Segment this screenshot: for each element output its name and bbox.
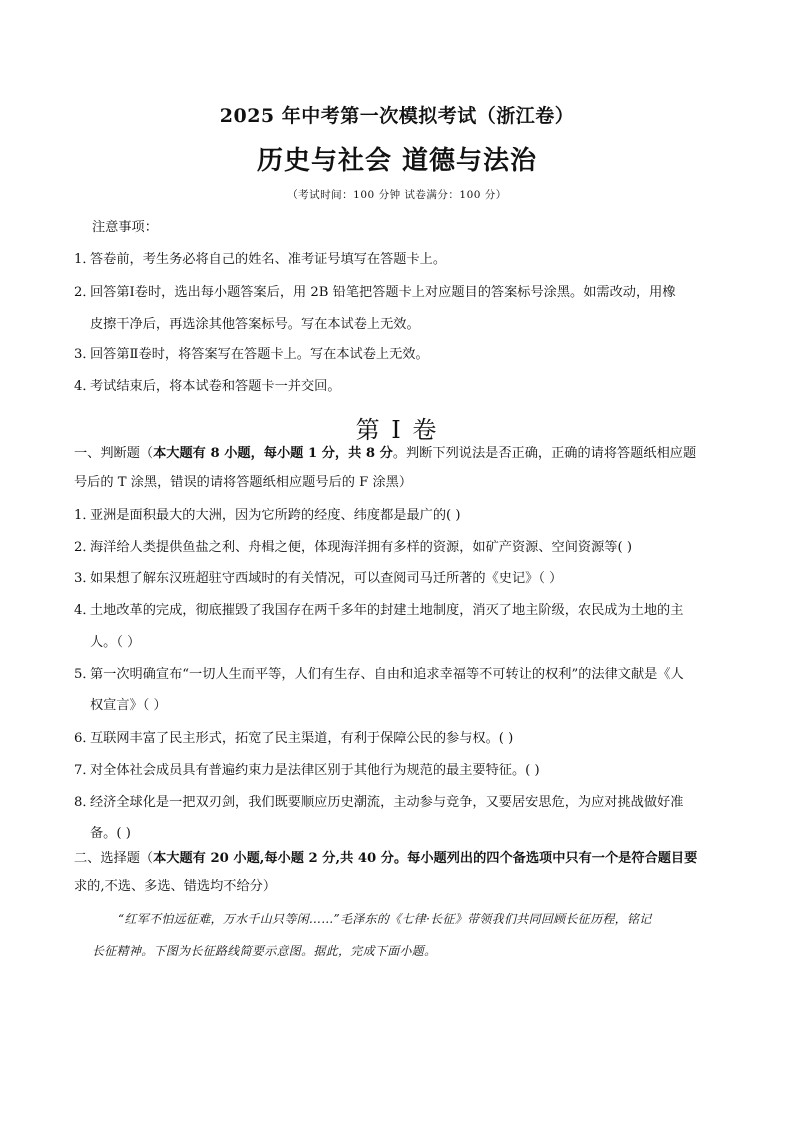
note-number: 4．	[74, 379, 96, 394]
time-info: （考试时间：100 分钟 试卷满分：100 分）	[287, 189, 507, 201]
question-6	[74, 730, 734, 748]
question-text: 互联网丰富了民主形式，拓宽了民主渠道，有利于保障公民的参与权。( )	[90, 731, 514, 746]
question-text: 经济全球化是一把双刃剑，我们既要顺应历史潮流，主动参与竞争，又要居安思危，为应对挑战做好准	[90, 795, 684, 810]
question-text: 亚洲是面积最大的大洲，因为它所跨的经度、纬度都是最广的( )	[90, 508, 461, 523]
question-4	[74, 602, 734, 620]
question-5-cont: 权宣言》（ ）	[90, 698, 167, 713]
question-4-cont: 人。（ ）	[90, 635, 141, 650]
part1-heading-a: 一、判断题（	[74, 446, 154, 461]
part1-heading-b: 本大题有 8 小题，每小题 1 分，共 8 分	[153, 446, 393, 461]
question-text: 对全体社会成员具有普遍约束力是法律区别于其他行为规范的最主要特征。( )	[90, 763, 540, 778]
question-5	[74, 666, 734, 684]
question-8	[74, 794, 734, 812]
passage-line-1: “红军不怕远征难，万水千山只等闲……”毛泽东的《七律·长征》带领我们共同回顾长征历程，铭记	[118, 912, 652, 926]
section-1-title: 第 I 卷	[355, 416, 439, 444]
passage-line-2: 长征精神。下图为长征路线简要示意图。据此，完成下面小题。	[92, 944, 437, 958]
question-text: 土地改革的完成，彻底摧毁了我国存在两千多年的封建土地制度，消灭了地主阶级，农民成为土地的主	[90, 603, 684, 618]
note-number: 1．	[74, 252, 96, 267]
question-number: 3．	[74, 571, 96, 586]
question-text: 如果想了解东汉班超驻守西域时的有关情况，可以查阅司马迁所著的《史记》（ ）	[90, 571, 563, 586]
question-1	[74, 507, 734, 525]
exam-title: 2025 年中考第一次模拟考试（浙江卷）	[219, 105, 575, 127]
part2-heading	[74, 850, 734, 868]
note-text: 考试结束后，将本试卷和答题卡一并交回。	[90, 379, 341, 394]
part1-heading-c: 。判断下列说法是否正确，正确的请将答题纸相应题	[392, 446, 697, 461]
part2-heading-a: 二、选择题（	[74, 851, 154, 866]
part2-heading-cont: 求的,不选、多选、错选均不给分）	[74, 879, 277, 894]
note-item-3	[74, 346, 734, 364]
part2-heading-b: 本大题有 20 小题,每小题 2 分,共 40 分。每小题列出的四个备选项中只有一个是符合题目要	[153, 851, 698, 866]
question-number: 4．	[74, 603, 96, 618]
part1-heading	[74, 445, 734, 463]
note-number: 3．	[74, 347, 96, 362]
question-3	[74, 570, 734, 588]
part1-heading-cont: 号后的 T 涂黑，错误的请将答题纸相应题号后的 F 涂黑）	[74, 475, 413, 490]
note-text: 回答第Ⅱ卷时，将答案写在答题卡上。写在本试卷上无效。	[90, 347, 429, 362]
note-item-4	[74, 378, 734, 396]
note-item-1	[74, 251, 734, 269]
subject-title: 历史与社会 道德与法治	[256, 146, 538, 176]
question-number: 6．	[74, 731, 96, 746]
question-text: 第一次明确宣布“一切人生而平等，人们有生存、自由和追求幸福等不可转让的权利”的法律文献是《人	[90, 667, 684, 682]
question-2	[74, 539, 734, 557]
note-item-2-cont: 皮擦干净后，再选涂其他答案标号。写在本试卷上无效。	[90, 317, 420, 332]
note-text: 回答第Ⅰ卷时，选出每小题答案后，用 2B 铅笔把答题卡上对应题目的答案标号涂黑。如需改动，用橡	[90, 285, 676, 300]
question-number: 5．	[74, 667, 96, 682]
note-item-2	[74, 284, 734, 302]
note-number: 2．	[74, 285, 96, 300]
notes-heading: 注意事项：	[92, 220, 158, 235]
question-number: 2．	[74, 540, 96, 555]
question-text: 海洋给人类提供鱼盐之利、舟楫之便，体现海洋拥有多样的资源，如矿产资源、空间资源等( )	[90, 540, 632, 555]
question-number: 8．	[74, 795, 96, 810]
question-8-cont: 备。( )	[90, 826, 131, 841]
question-number: 1．	[74, 508, 96, 523]
question-number: 7．	[74, 763, 96, 778]
note-text: 答卷前，考生务必将自己的姓名、准考证号填写在答题卡上。	[90, 252, 447, 267]
question-7	[74, 762, 734, 780]
